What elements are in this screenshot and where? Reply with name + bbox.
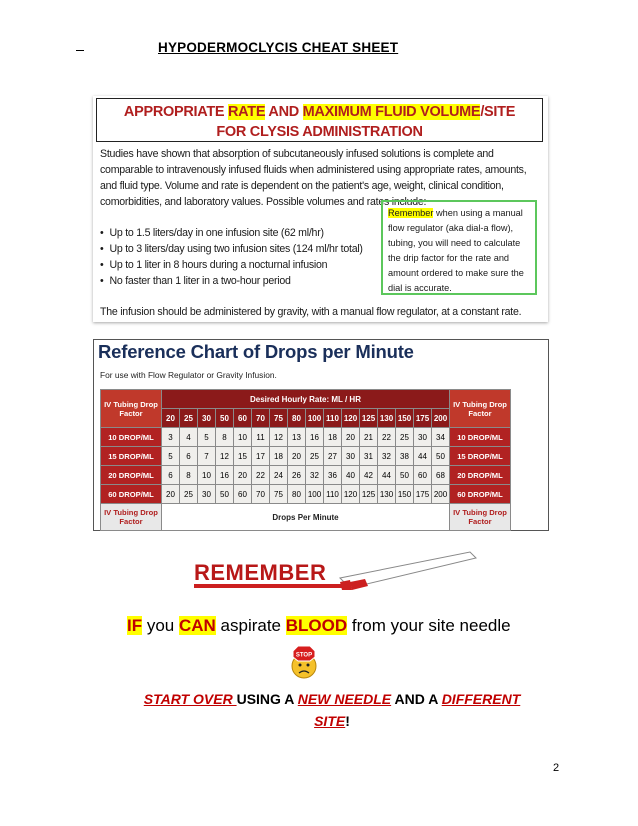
aspirate-rest: from your site needle — [347, 616, 511, 635]
drops-cell: 25 — [396, 428, 414, 447]
list-item: • No faster than 1 liter in a two-hour period — [100, 273, 363, 289]
rates-list — [100, 225, 363, 289]
keyword-can: CAN — [178, 616, 216, 635]
drops-cell: 27 — [324, 447, 342, 466]
list-item: • Up to 1.5 liters/day in one infusion site (62 ml/hr) — [100, 225, 363, 241]
drops-cell: 80 — [288, 485, 306, 504]
different-phrase: DIFFERENT — [441, 691, 521, 707]
drops-cell: 30 — [414, 428, 432, 447]
drops-cell: 12 — [216, 447, 234, 466]
table-row — [101, 447, 511, 466]
rate-column-header: 130 — [378, 409, 396, 428]
start-over-instruction — [72, 688, 592, 732]
rate-column-header: 60 — [234, 409, 252, 428]
keyword-if: IF — [127, 616, 143, 635]
drops-cell: 22 — [252, 466, 270, 485]
drop-factor-label: 10 DROP/ML — [101, 428, 162, 447]
drop-factor-label: 15 DROP/ML — [450, 447, 511, 466]
drops-cell: 30 — [342, 447, 360, 466]
drops-cell: 30 — [198, 485, 216, 504]
drop-factor-label: 60 DROP/ML — [101, 485, 162, 504]
drops-cell: 21 — [360, 428, 378, 447]
drops-cell: 40 — [342, 466, 360, 485]
aspirate-you: you — [142, 616, 179, 635]
guideline-intro-text: Studies have shown that absorption of subcutaneously infused solutions is complete and comparable to intravenously infused fluids when administered using appropriate rates, amounts, and fluid type. Volume and rate is dependent on the patient's age, weight, clinical condition, comorbidities, and laboratory values. Possible volumes and rates include: — [100, 148, 527, 208]
keyword-blood: BLOOD — [285, 616, 348, 635]
drops-cell: 4 — [180, 428, 198, 447]
drops-cell: 68 — [432, 466, 450, 485]
drops-cell: 26 — [288, 466, 306, 485]
drop-factor-header-right: IV Tubing Drop Factor — [450, 390, 511, 428]
document-title: HYPODERMOCLYCIS CHEAT SHEET — [158, 40, 399, 55]
remember-note-text: when using a manual flow regulator (aka dial-a flow), tubing, you will need to calculate the drip factor for the rate and amount ordered to make sure the dial is accurate. — [388, 208, 524, 293]
drops-cell: 3 — [162, 428, 180, 447]
drops-cell: 175 — [414, 485, 432, 504]
drops-cell: 10 — [234, 428, 252, 447]
rate-column-header: 100 — [306, 409, 324, 428]
drops-cell: 50 — [216, 485, 234, 504]
drop-factor-footer-left: IV Tubing Drop Factor — [101, 504, 162, 531]
svg-text:STOP: STOP — [295, 652, 313, 659]
rate-column-header: 80 — [288, 409, 306, 428]
drops-cell: 13 — [288, 428, 306, 447]
start-over-and: AND A — [391, 691, 442, 707]
title-max-volume: MAXIMUM FLUID VOLUME — [302, 104, 481, 120]
rate-column-header: 75 — [270, 409, 288, 428]
rate-column-header: 20 — [162, 409, 180, 428]
remember-note-keyword: Remember — [388, 208, 434, 218]
drops-cell: 150 — [396, 485, 414, 504]
drops-cell: 15 — [234, 447, 252, 466]
list-item: • Up to 1 liter in 8 hours during a nocturnal infusion — [100, 257, 363, 273]
drops-cell: 18 — [270, 447, 288, 466]
drops-cell: 44 — [378, 466, 396, 485]
drops-cell: 110 — [324, 485, 342, 504]
drops-cell: 8 — [180, 466, 198, 485]
stop-sad-face-icon — [286, 644, 322, 680]
table-row — [101, 485, 511, 504]
drops-cell: 16 — [306, 428, 324, 447]
site-phrase: SITE — [314, 713, 346, 729]
drops-cell: 32 — [378, 447, 396, 466]
drops-table — [100, 389, 511, 531]
guideline-title-box — [96, 98, 543, 142]
rate-column-header: 150 — [396, 409, 414, 428]
title-appropriate: APPROPRIATE — [123, 104, 229, 120]
drops-cell: 25 — [306, 447, 324, 466]
rate-column-header: 30 — [198, 409, 216, 428]
drops-cell: 44 — [414, 447, 432, 466]
drops-cell: 50 — [432, 447, 450, 466]
drops-cell: 25 — [180, 485, 198, 504]
drops-cell: 20 — [342, 428, 360, 447]
gravity-note: The infusion should be administered by gravity, with a manual flow regulator, at a constant rate. — [100, 306, 522, 318]
rate-values-row — [101, 409, 511, 428]
drops-cell: 75 — [270, 485, 288, 504]
drops-cell: 36 — [324, 466, 342, 485]
drops-cell: 20 — [234, 466, 252, 485]
drops-cell: 34 — [432, 428, 450, 447]
remember-note-box — [381, 200, 537, 295]
drops-cell: 100 — [306, 485, 324, 504]
start-over-bang: ! — [345, 713, 350, 729]
drops-cell: 20 — [288, 447, 306, 466]
drops-cell: 6 — [162, 466, 180, 485]
drops-cell: 24 — [270, 466, 288, 485]
fluid-volume-guideline-panel — [93, 96, 548, 322]
start-over-using: USING A — [236, 691, 298, 707]
drop-factor-label: 20 DROP/ML — [450, 466, 511, 485]
remember-banner-text: REMEMBER — [194, 560, 327, 585]
drops-cell: 6 — [180, 447, 198, 466]
drops-cell: 130 — [378, 485, 396, 504]
drops-cell: 10 — [198, 466, 216, 485]
drops-per-minute-label: Drops Per Minute — [162, 504, 450, 531]
drops-cell: 200 — [432, 485, 450, 504]
rate-column-header: 125 — [360, 409, 378, 428]
rate-column-header: 200 — [432, 409, 450, 428]
drop-factor-label: 10 DROP/ML — [450, 428, 511, 447]
drops-cell: 31 — [360, 447, 378, 466]
drops-cell: 70 — [252, 485, 270, 504]
chart-subtitle: For use with Flow Regulator or Gravity Infusion. — [100, 370, 277, 380]
drops-cell: 32 — [306, 466, 324, 485]
aspirate-warning — [127, 616, 511, 636]
rate-column-header: 110 — [324, 409, 342, 428]
drops-cell: 5 — [198, 428, 216, 447]
drops-cell: 18 — [324, 428, 342, 447]
drops-cell: 38 — [396, 447, 414, 466]
drops-cell: 17 — [252, 447, 270, 466]
rate-column-header: 70 — [252, 409, 270, 428]
chart-title: Reference Chart of Drops per Minute — [98, 341, 414, 362]
guideline-title-line-2: FOR CLYSIS ADMINISTRATION — [216, 124, 423, 140]
table-footer-row — [101, 504, 511, 531]
drops-cell: 125 — [360, 485, 378, 504]
title-and: AND — [265, 104, 303, 120]
drops-cell: 60 — [234, 485, 252, 504]
table-header-row — [101, 390, 511, 409]
drop-factor-footer-right: IV Tubing Drop Factor — [450, 504, 511, 531]
drop-factor-label: 20 DROP/ML — [101, 466, 162, 485]
new-needle-phrase: NEW NEEDLE — [297, 691, 392, 707]
aspirate-verb: aspirate — [215, 616, 286, 635]
title-site: /SITE — [480, 104, 516, 120]
page-number: 2 — [553, 762, 560, 774]
title-rate: RATE — [228, 104, 266, 120]
drops-cell: 8 — [216, 428, 234, 447]
drops-cell: 60 — [414, 466, 432, 485]
table-row — [101, 428, 511, 447]
drops-cell: 16 — [216, 466, 234, 485]
guideline-title-line-1 — [97, 104, 542, 120]
header-underline-mark — [76, 50, 84, 51]
rate-column-header: 175 — [414, 409, 432, 428]
drops-cell: 20 — [162, 485, 180, 504]
drops-cell: 7 — [198, 447, 216, 466]
drops-cell: 50 — [396, 466, 414, 485]
rate-column-header: 25 — [180, 409, 198, 428]
list-item: • Up to 3 liters/day using two infusion sites (124 ml/hr total) — [100, 241, 363, 257]
rate-column-header: 50 — [216, 409, 234, 428]
table-row — [101, 466, 511, 485]
drops-per-minute-chart — [93, 339, 549, 531]
drop-factor-label: 15 DROP/ML — [101, 447, 162, 466]
drops-cell: 5 — [162, 447, 180, 466]
drops-cell: 42 — [360, 466, 378, 485]
drops-cell: 120 — [342, 485, 360, 504]
desired-rate-header: Desired Hourly Rate: ML / HR — [162, 390, 450, 409]
drops-cell: 11 — [252, 428, 270, 447]
rate-column-header: 120 — [342, 409, 360, 428]
start-over-phrase: START OVER — [143, 691, 237, 707]
drop-factor-header-left: IV Tubing Drop Factor — [101, 390, 162, 428]
drop-factor-label: 60 DROP/ML — [450, 485, 511, 504]
drops-cell: 12 — [270, 428, 288, 447]
drops-cell: 22 — [378, 428, 396, 447]
